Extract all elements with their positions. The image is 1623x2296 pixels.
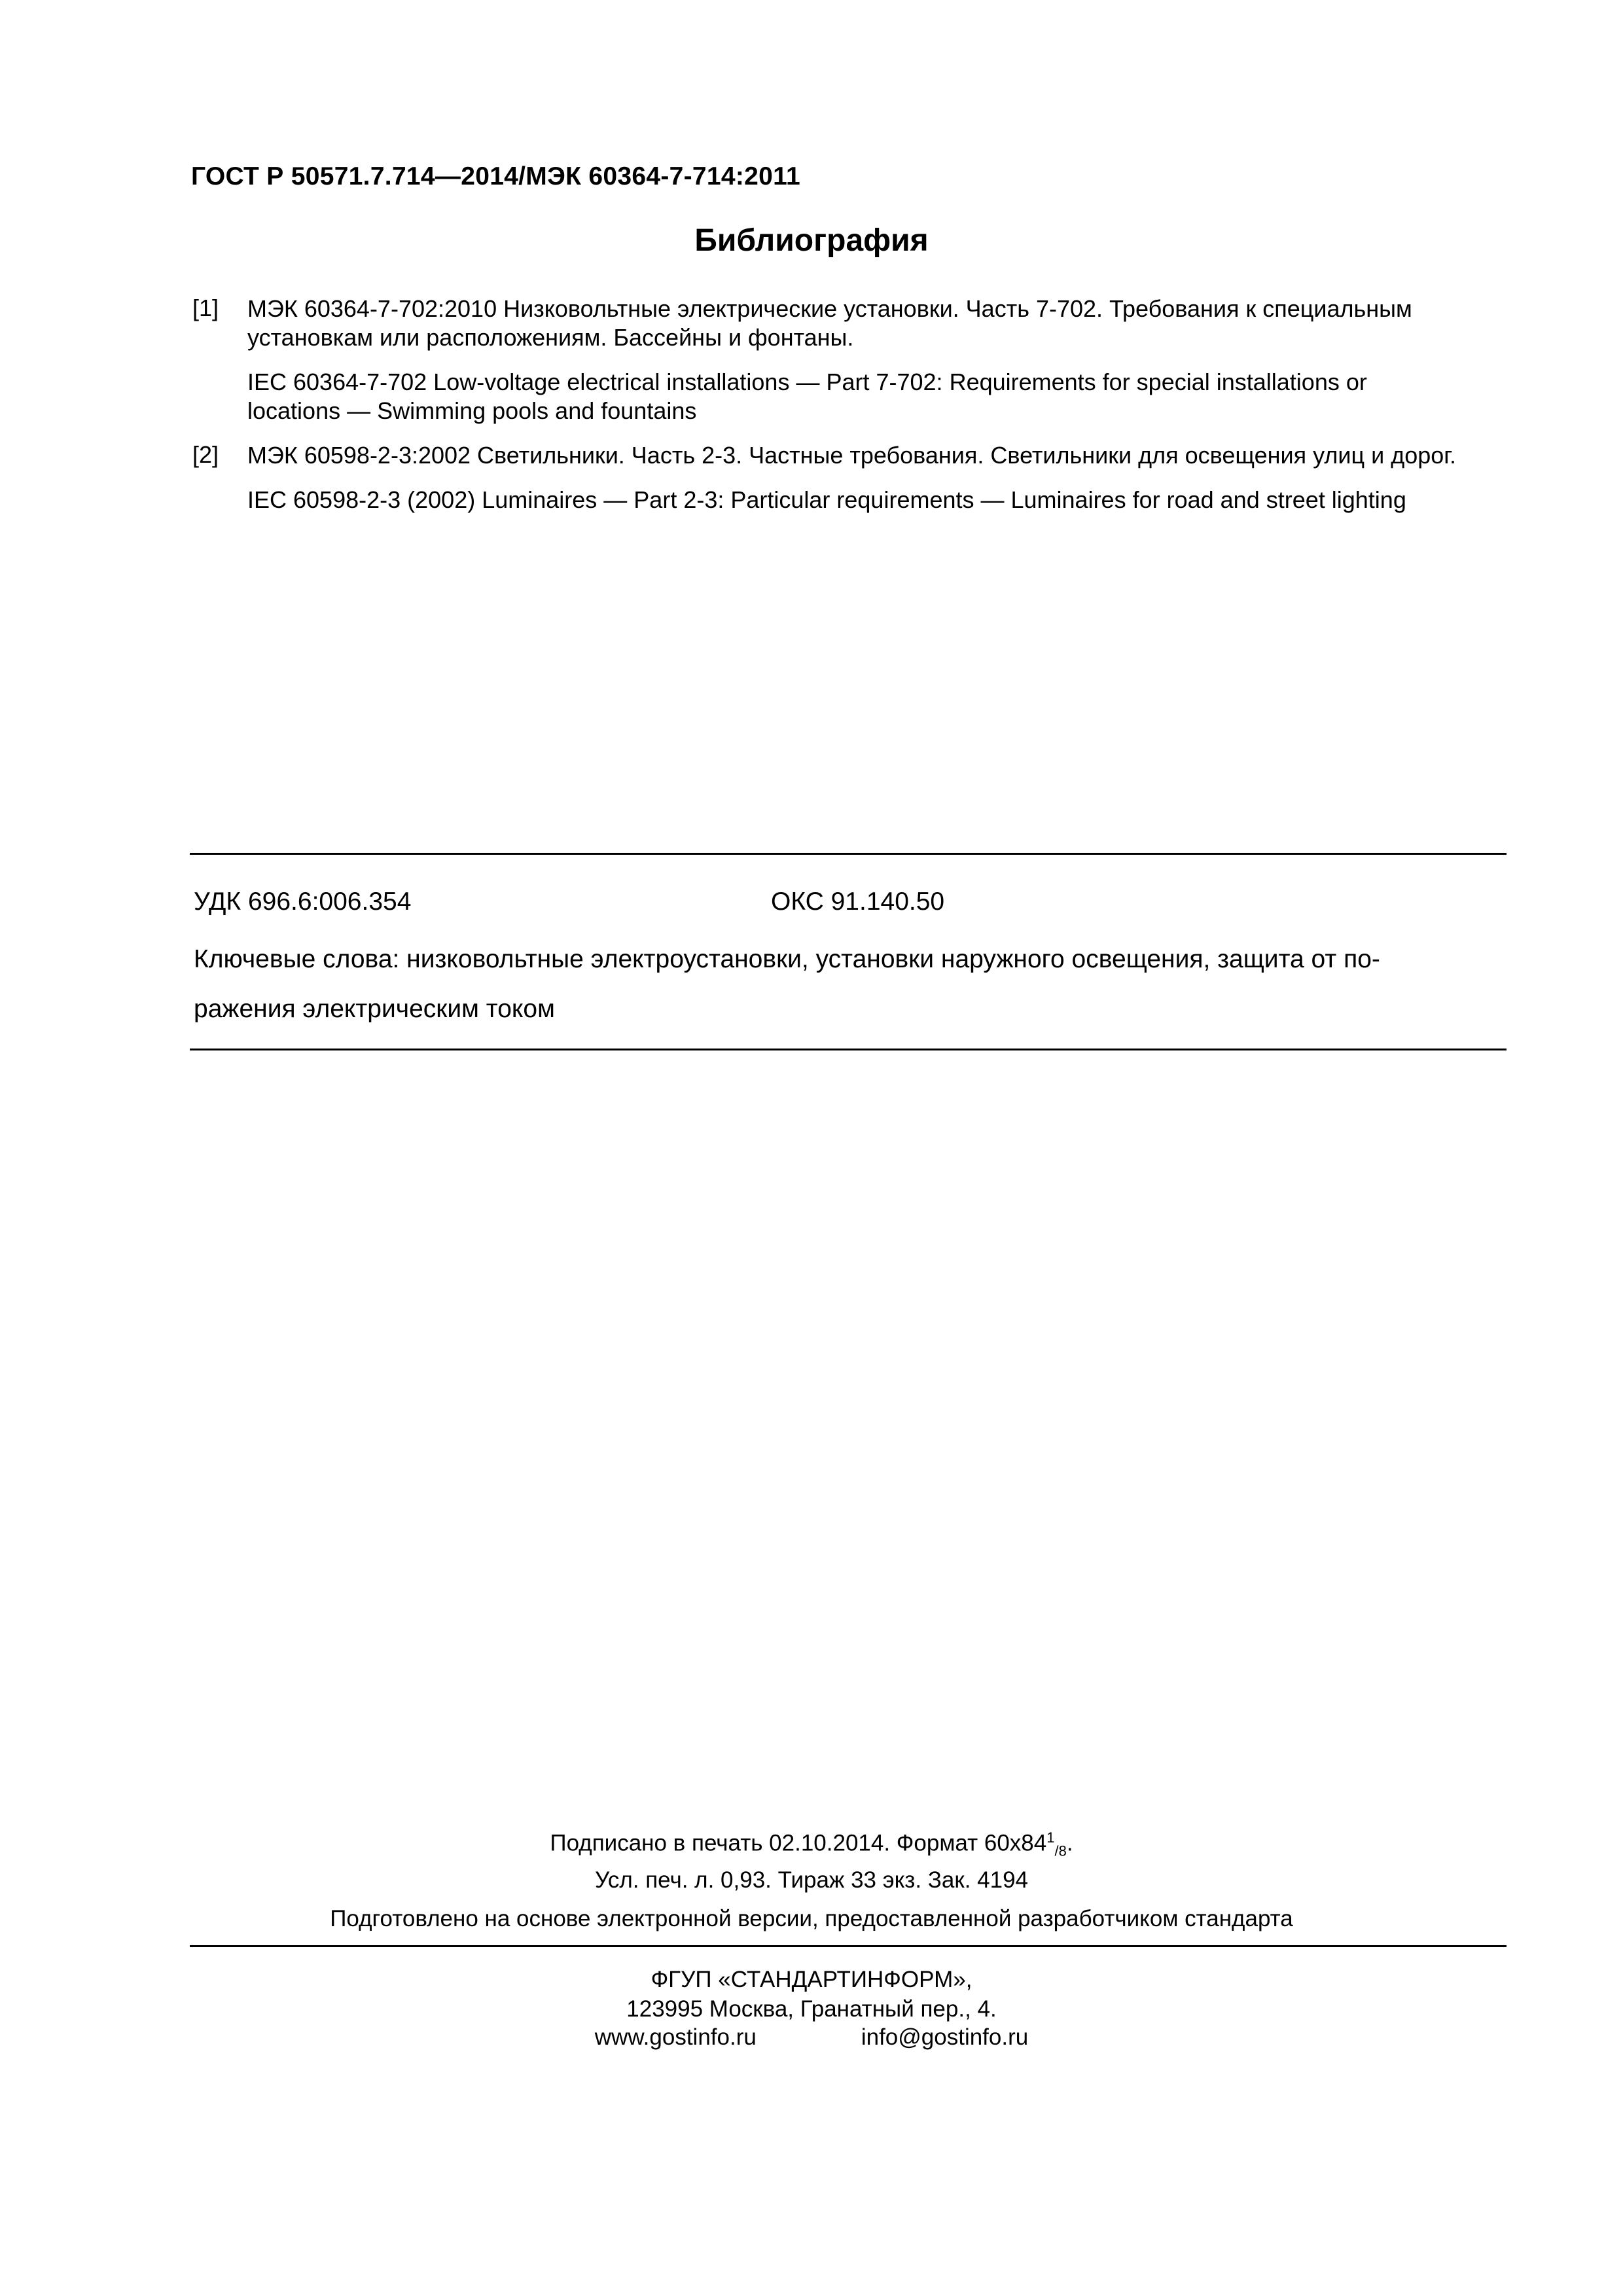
top-divider	[190, 853, 1507, 855]
ref-2-number: [2]	[192, 441, 219, 468]
website-link[interactable]: www.gostinfo.ru	[594, 2024, 757, 2050]
keywords-line2: ражения электрическим током	[194, 995, 555, 1023]
prepared-note: Подготовлено на основе электронной версии, предоставленной разработчиком стандарта	[330, 1906, 1293, 1931]
publisher-contacts	[0, 2024, 1623, 2051]
format-sup: 1	[1046, 1829, 1055, 1846]
email-link[interactable]: info@gostinfo.ru	[861, 2024, 1029, 2050]
keywords-line1: Ключевые слова: низковольтные электроустановки, установки наружного освещения, защита от по-	[194, 945, 1380, 973]
bibliography-title: Библиография	[694, 223, 929, 258]
ref-1-en-line2: locations — Swimming pools and fountains	[247, 397, 697, 424]
imprint-divider	[190, 1945, 1507, 1947]
ref-1-ru-line1: МЭК 60364-7-702:2010 Низковольтные электрические установки. Часть 7-702. Требования к специальным	[247, 295, 1412, 322]
ref-1-ru-line2: установкам или расположениям. Бассейны и фонтаны.	[247, 324, 854, 351]
format-sub: /8	[1054, 1842, 1067, 1859]
ref-1-en-line1: IEC 60364-7-702 Low-voltage electrical installations — Part 7-702: Requirements for special installations or	[247, 368, 1367, 395]
ref-2-en-line1: IEC 60598-2-3 (2002) Luminaires — Part 2-3: Particular requirements — Luminaires for road and street lighting	[247, 486, 1406, 513]
publisher-address: 123995 Москва, Гранатный пер., 4.	[626, 1996, 997, 2022]
keywords	[194, 935, 1504, 1034]
ref-1-number: [1]	[192, 295, 219, 321]
document-code: ГОСТ Р 50571.7.714—2014/МЭК 60364-7-714:2011	[191, 162, 800, 190]
signed-for-print	[0, 1829, 1623, 1860]
bottom-divider	[190, 1049, 1507, 1050]
udk-code: УДК 696.6:006.354	[194, 888, 412, 916]
publisher-name: ФГУП «СТАНДАРТИНФОРМ»,	[651, 1967, 972, 1992]
print-run: Усл. печ. л. 0,93. Тираж 33 экз. Зак. 4194	[594, 1867, 1029, 1893]
oks-code: ОКС 91.140.50	[771, 888, 945, 916]
signed-suffix: .	[1066, 1830, 1073, 1856]
signed-text: Подписано в печать 02.10.2014. Формат 60x84	[550, 1830, 1047, 1856]
ref-2-ru-line1: МЭК 60598-2-3:2002 Светильники. Часть 2-3. Частные требования. Светильники для освещения улиц и дорог.	[247, 442, 1457, 469]
